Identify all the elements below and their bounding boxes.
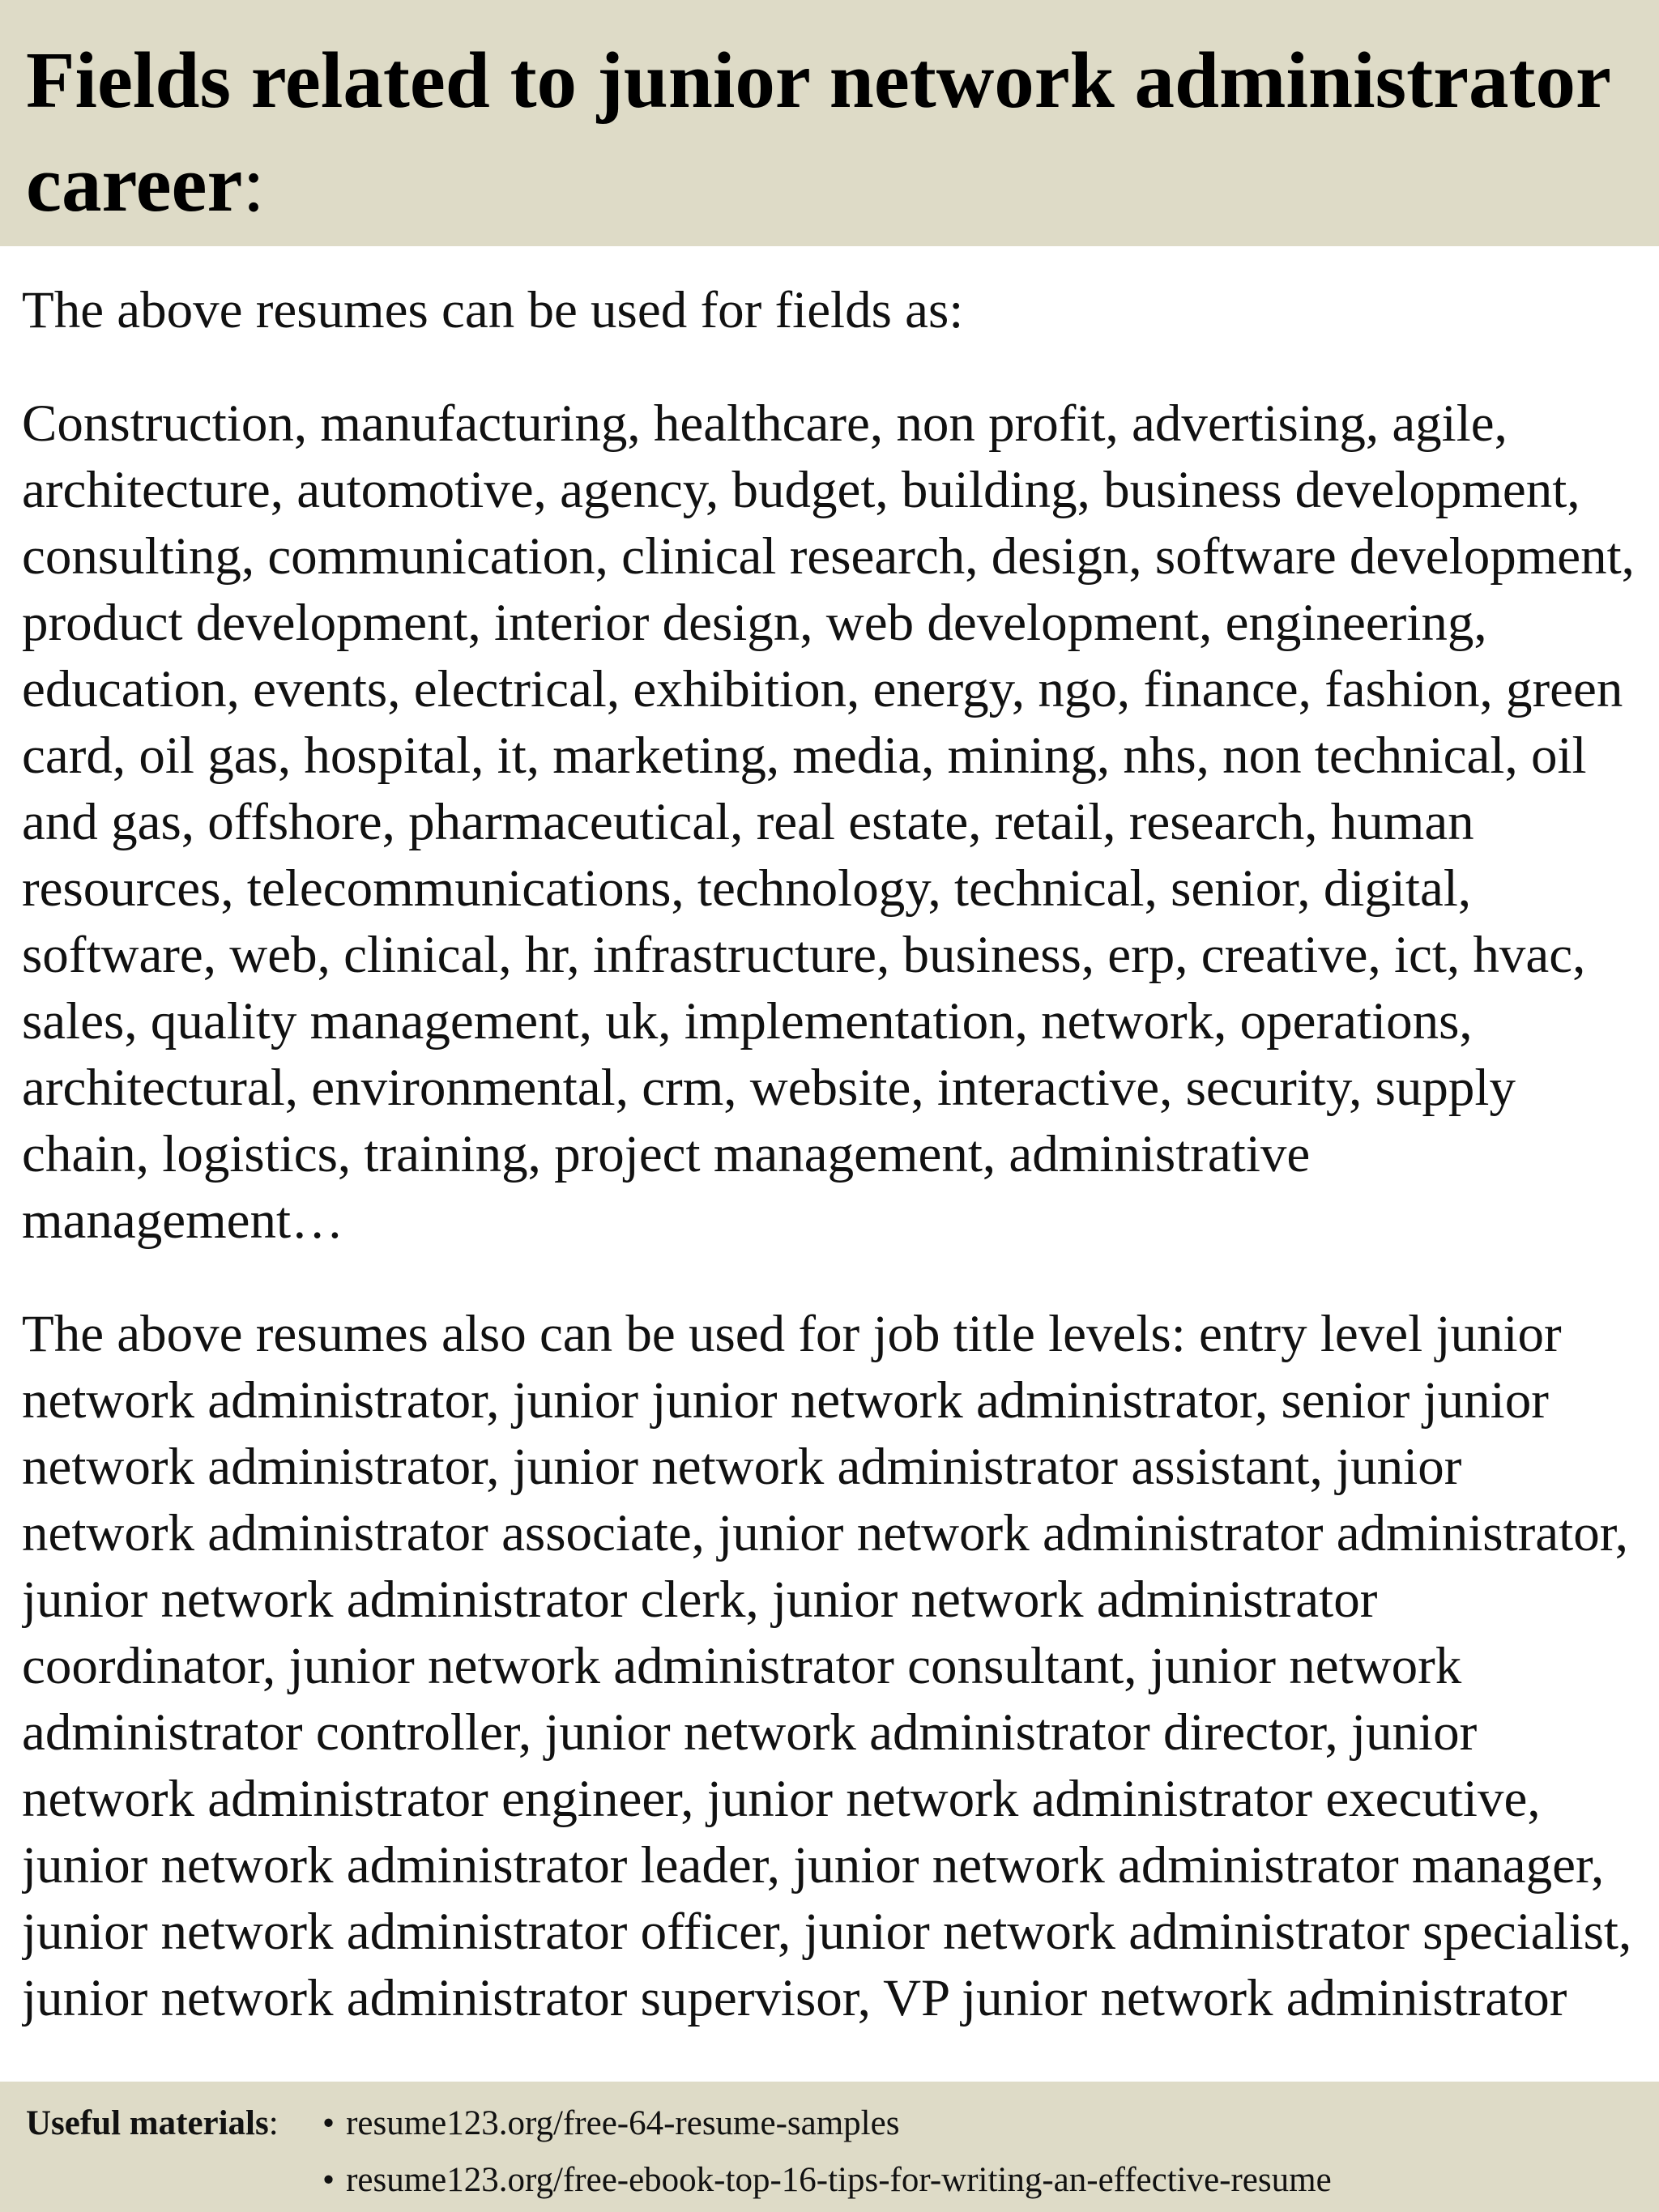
useful-material-item <box>322 2099 899 2148</box>
fields-paragraph: Construction, manufacturing, healthcare, non profit, advertising, agile, architecture, automotive, agency, budget, building, business development, consulting, communication, clinical research, design, software development, product development, interior design, web development, engineering, education, events, electrical, exhibition, energy, ngo, finance, fashion, green card, oil gas, hospital, it, marketing, media, mining, nhs, non technical, oil and gas, offshore, pharmaceutical, real estate, retail, research, human resources, telecommunications, technology, technical, senior, digital, software, web, clinical, hr, infrastructure, business, erp, creative, ict, hvac, sales, quality management, uk, implementation, network, operations, architectural, environmental, crm, website, interactive, security, supply chain, logistics, training, project management, administrative management… <box>22 394 1635 1250</box>
resume-samples-link[interactable]: resume123.org/free-64-resume-samples <box>346 2104 900 2142</box>
page-title-text: Fields related to junior network administrator career <box>26 36 1610 228</box>
bullet-icon: • <box>322 2161 335 2199</box>
job-levels-paragraph: The above resumes also can be used for job title levels: entry level junior network administrator, junior junior network administrator, senior junior network administrator, junior network administrator assistant, junior network administrator associate, junior network administrator administrator, junior network administrator clerk, junior network administrator coordinator, junior network administrator consultant, junior network administrator controller, junior network administrator director, junior network administrator engineer, junior network administrator executive, junior network administrator leader, junior network administrator manager, junior network administrator officer, junior network administrator specialist, junior network administrator supervisor, VP junior network administrator <box>22 1305 1632 2027</box>
header-band <box>0 0 1659 246</box>
useful-material-item <box>322 2156 1332 2205</box>
page-title <box>26 29 1630 237</box>
useful-materials-label-colon: : <box>268 2104 279 2142</box>
intro-paragraph: The above resumes can be used for fields as: <box>22 281 964 339</box>
bullet-icon: • <box>322 2104 335 2142</box>
page-title-colon: : <box>242 140 265 228</box>
useful-materials-label-text: Useful materials <box>26 2104 269 2142</box>
footer-band <box>0 2082 1659 2212</box>
useful-materials-label <box>26 2099 279 2148</box>
main-content <box>22 277 1642 2082</box>
resume-tips-ebook-link[interactable]: resume123.org/free-ebook-top-16-tips-for-writing-an-effective-resume <box>346 2161 1332 2199</box>
